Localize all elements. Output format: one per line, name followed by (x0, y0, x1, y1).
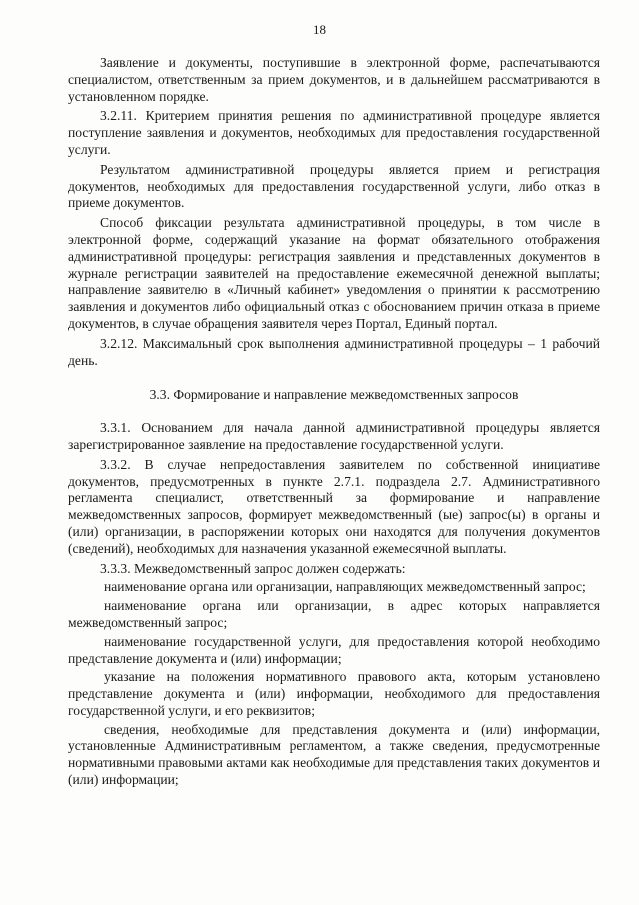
list-item: указание на положения нормативного правового акта, которым установлено представление документа и (или) информации, необходимого для предоставления государственной услуги, и его реквизитов; (68, 669, 600, 718)
list-item: наименование органа или организации, направляющих межведомственный запрос; (104, 579, 586, 595)
list-item: сведения, необходимые для представления документа и (или) информации, установленные Административным регламентом, а также сведения, предусмотренные нормативными правовыми актами как необходимые для представления таких документов и (или) информации; (68, 721, 600, 788)
page-number: 18 (313, 22, 326, 37)
section-heading-3-3: 3.3. Формирование и направление межведомственных запросов (149, 387, 519, 403)
document-body (68, 52, 600, 789)
paragraph-electronic-documents: Заявление и документы, поступившие в электронной форме, распечатываются специалистом, ответственным за прием документов, и в дальнейшем рассматриваются в установленном порядке. (68, 55, 600, 104)
paragraph-3-2-11: 3.2.11. Критерием принятия решения по административной процедуре является поступление заявления и документов, необходимых для предоставления государственной услуги. (68, 108, 600, 157)
paragraph-procedure-result: Результатом административной процедуры является прием и регистрация документов, необходимых для предоставления государственной услуги, либо отказ в приеме документов. (68, 161, 600, 211)
paragraph-fixation-method: Способ фиксации результата административной процедуры, в том числе в электронной форме, содержащий указание на формат обязательного отображения административной процедуры: регистрация заявления и представленных документов в журнале регистрации заявителей на предоставление ежемесячной денежной выплаты; направление заявителю в «Личный кабинет» уведомления о принятии к рассмотрению заявления и документов либо официальный отказ с обоснованием причин отказа в приеме документов, в случае обращения заявителя через Портал, Единый портал. (68, 215, 600, 331)
paragraph-3-3-2: 3.3.2. В случае непредоставления заявителем по собственной инициативе документов, предусмотренных в пункте 2.7.1. подраздела 2.7. Административного регламента специалист, ответственный за формирование и направление межведомственных запросов, формирует межведомственный (ые) запрос(ы) в органы и (или) организации, в распоряжении которых они находятся для получения документов (сведений), необходимых для назначения указанной ежемесячной выплаты. (68, 456, 600, 556)
paragraph-3-2-12: 3.2.12. Максимальный срок выполнения административной процедуры – 1 рабочий день. (68, 335, 600, 368)
list-item: наименование государственной услуги, для предоставления которой необходимо представление документа и (или) информации; (68, 633, 600, 666)
list-item: наименование органа или организации, в адрес которых направляется межведомственный запрос; (68, 598, 600, 630)
paragraph-3-3-3: 3.3.3. Межведомственный запрос должен содержать: (100, 560, 406, 576)
paragraph-3-3-1: 3.3.1. Основанием для начала данной административной процедуры является зарегистрированное заявление на предоставление государственной услуги. (68, 420, 600, 452)
